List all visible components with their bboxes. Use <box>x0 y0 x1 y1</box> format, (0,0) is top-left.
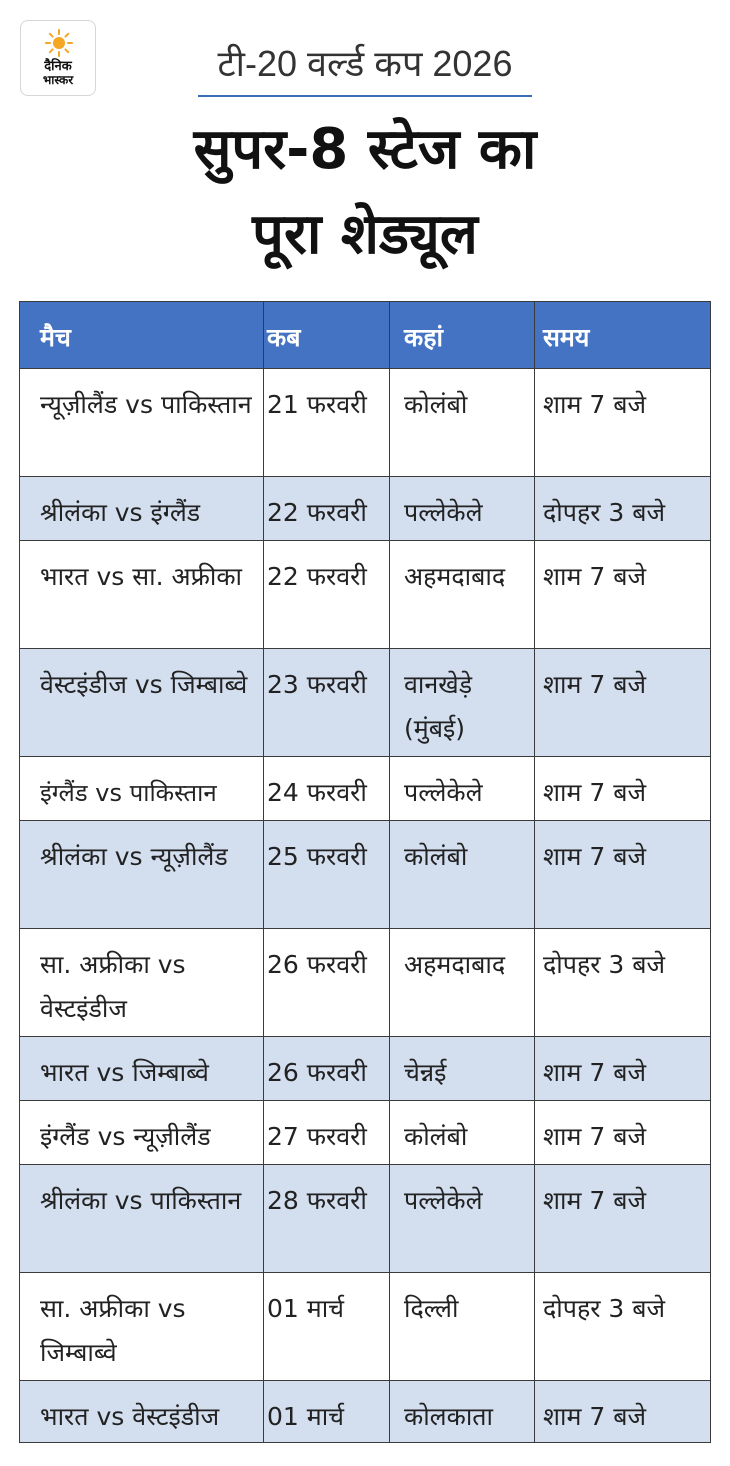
time-cell: शाम 7 बजे <box>535 1101 711 1165</box>
date-cell: 01 मार्च <box>264 1273 390 1381</box>
match-cell: सा. अफ्रीका vs वेस्टइंडीज <box>20 929 264 1037</box>
time-cell: शाम 7 बजे <box>535 649 711 757</box>
date-cell: 27 फरवरी <box>264 1101 390 1165</box>
table-row <box>20 1165 711 1273</box>
time-cell: दोपहर 3 बजे <box>535 1273 711 1381</box>
sun-icon <box>45 29 73 57</box>
date-cell: 25 फरवरी <box>264 821 390 929</box>
header-date: कब <box>264 302 390 369</box>
match-cell: भारत vs सा. अफ्रीका <box>20 541 264 649</box>
match-cell: वेस्टइंडीज vs जिम्बाब्वे <box>20 649 264 757</box>
match-cell: श्रीलंका vs न्यूज़ीलैंड <box>20 821 264 929</box>
title-divider <box>198 95 532 97</box>
date-cell: 22 फरवरी <box>264 477 390 541</box>
time-cell: शाम 7 बजे <box>535 757 711 821</box>
tournament-subtitle: टी-20 वर्ल्ड कप 2026 <box>217 43 513 84</box>
venue-cell: चेन्नई <box>390 1037 535 1101</box>
date-cell: 23 फरवरी <box>264 649 390 757</box>
headline-line-2: पूरा शेड्यूल <box>252 202 478 267</box>
venue-cell: कोलंबो <box>390 821 535 929</box>
schedule-table <box>19 301 711 1443</box>
time-cell: दोपहर 3 बजे <box>535 477 711 541</box>
venue-cell: पल्लेकेले <box>390 757 535 821</box>
table-row <box>20 1381 711 1443</box>
venue-cell: दिल्ली <box>390 1273 535 1381</box>
match-cell: न्यूज़ीलैंड vs पाकिस्तान <box>20 369 264 477</box>
date-cell: 28 फरवरी <box>264 1165 390 1273</box>
table-row <box>20 929 711 1037</box>
table-row <box>20 1101 711 1165</box>
table-row <box>20 477 711 541</box>
logo-line-2: भास्कर <box>42 73 74 87</box>
match-cell: सा. अफ्रीका vs जिम्बाब्वे <box>20 1273 264 1381</box>
headline-line-1: सुपर-8 स्टेज का <box>193 117 537 182</box>
header-time: समय <box>535 302 711 369</box>
time-cell: शाम 7 बजे <box>535 541 711 649</box>
time-cell: शाम 7 बजे <box>535 1381 711 1443</box>
header-match: मैच <box>20 302 264 369</box>
date-cell: 01 मार्च <box>264 1381 390 1443</box>
table-row <box>20 757 711 821</box>
table-row <box>20 541 711 649</box>
match-cell: श्रीलंका vs पाकिस्तान <box>20 1165 264 1273</box>
time-cell: दोपहर 3 बजे <box>535 929 711 1037</box>
venue-cell: पल्लेकेले <box>390 477 535 541</box>
venue-cell: कोलकाता <box>390 1381 535 1443</box>
venue-cell: कोलंबो <box>390 1101 535 1165</box>
header-venue: कहां <box>390 302 535 369</box>
date-cell: 21 फरवरी <box>264 369 390 477</box>
table-row <box>20 821 711 929</box>
match-cell: श्रीलंका vs इंग्लैंड <box>20 477 264 541</box>
venue-cell: कोलंबो <box>390 369 535 477</box>
table-row <box>20 1037 711 1101</box>
match-cell: भारत vs जिम्बाब्वे <box>20 1037 264 1101</box>
time-cell: शाम 7 बजे <box>535 369 711 477</box>
time-cell: शाम 7 बजे <box>535 1037 711 1101</box>
venue-cell: अहमदाबाद <box>390 929 535 1037</box>
date-cell: 26 फरवरी <box>264 929 390 1037</box>
table-header-row <box>20 302 711 369</box>
match-cell: इंग्लैंड vs न्यूज़ीलैंड <box>20 1101 264 1165</box>
logo-line-1: दैनिक <box>44 59 72 74</box>
dainik-bhaskar-logo <box>20 20 96 96</box>
date-cell: 24 फरवरी <box>264 757 390 821</box>
table-row <box>20 369 711 477</box>
time-cell: शाम 7 बजे <box>535 821 711 929</box>
venue-cell: पल्लेकेले <box>390 1165 535 1273</box>
venue-cell: अहमदाबाद <box>390 541 535 649</box>
table-row <box>20 1273 711 1381</box>
table-row <box>20 649 711 757</box>
venue-cell: वानखेड़े (मुंबई) <box>390 649 535 757</box>
date-cell: 26 फरवरी <box>264 1037 390 1101</box>
date-cell: 22 फरवरी <box>264 541 390 649</box>
match-cell: भारत vs वेस्टइंडीज <box>20 1381 264 1443</box>
time-cell: शाम 7 बजे <box>535 1165 711 1273</box>
match-cell: इंग्लैंड vs पाकिस्तान <box>20 757 264 821</box>
